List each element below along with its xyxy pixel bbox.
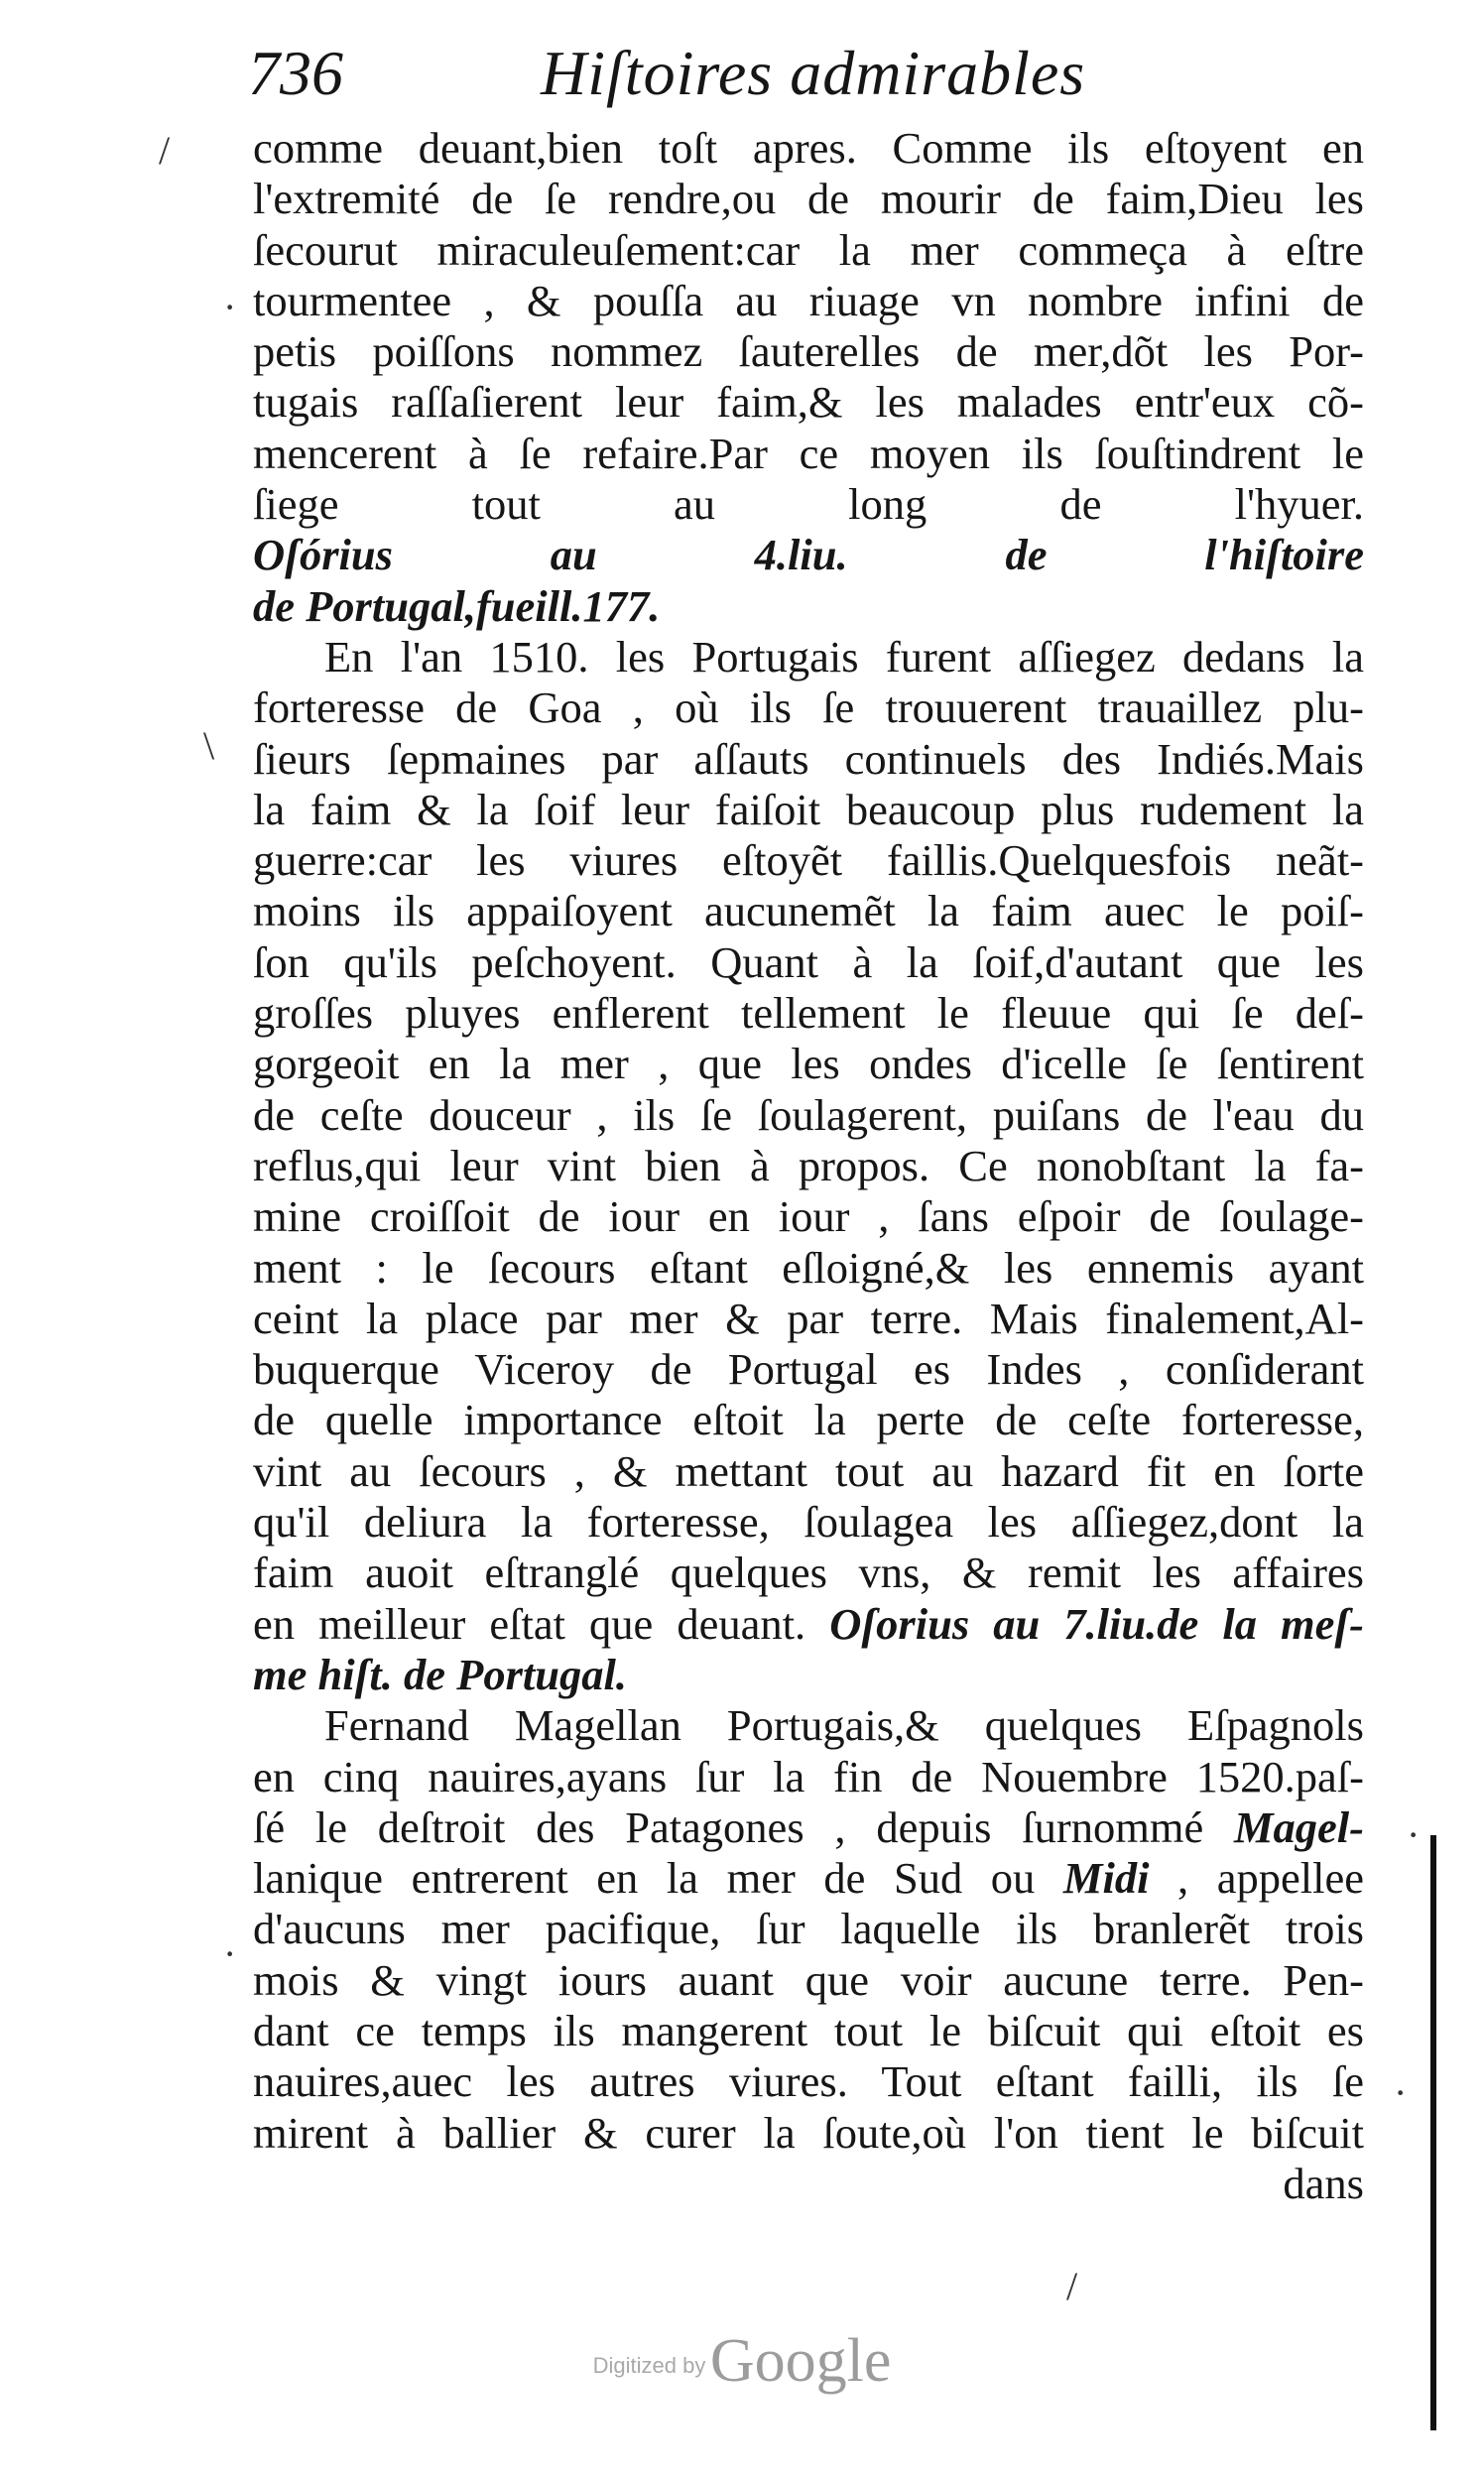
paragraph-start: Fernand Magellan Portugais,& quelques Eſpagnols	[324, 1700, 1364, 1751]
page-number: 736	[248, 38, 343, 108]
running-title: Hiſtoires admirables	[541, 38, 1086, 108]
text-line: tugais raſſaſierent leur faim,& les malades entr'eux cõ-	[253, 377, 1364, 428]
text-line: gorgeoit en la mer , que les ondes d'icelle ſe ſentirent	[253, 1039, 1364, 1089]
text-line: ment : le ſecours eſtant eſloigné,& les ennemis ayant	[253, 1242, 1364, 1293]
text-run: en meilleur eſtat que deuant.	[253, 1598, 806, 1649]
stray-mark: ·	[1407, 1812, 1421, 1857]
stray-mark: \	[203, 723, 215, 768]
text-line: faim auoit eſtranglé quelques vns, & remit les affaires	[253, 1548, 1364, 1598]
text-line: moins ils appaiſoyent aucunemẽt la faim auec le poiſ-	[253, 886, 1364, 936]
page-header	[248, 28, 1379, 119]
text-line: nauires,auec les autres viures. Tout eſtant failli, ils ſe	[253, 2056, 1364, 2107]
proper-noun: Magel-	[1233, 1801, 1364, 1852]
text-line: en cinq nauires,ayans ſur la fin de Nouembre 1520.paſ-	[253, 1751, 1364, 1801]
text-line: forteresse de Goa , où ils ſe trouuerent trauaillez plu-	[253, 682, 1364, 733]
citation: de Portugal,fueill.177.	[253, 580, 661, 631]
text-run: ſé le deſtroit des Patagones , depuis ſurnommé	[253, 1801, 1234, 1852]
text-line: comme deuant,bien toſt apres. Comme ils eſtoyent en	[253, 123, 1364, 173]
text-line: la faim & la ſoif leur faiſoit beaucoup plus rudement la	[253, 784, 1364, 834]
text-line: vint au ſecours , & mettant tout au hazard fit en ſorte	[253, 1445, 1364, 1496]
text-line: dant ce temps ils mangerent tout le biſcuit qui eſtoit es	[253, 2005, 1364, 2055]
text-line: mencerent à ſe refaire.Par ce moyen ils ſouſtindrent le	[253, 428, 1364, 478]
citation: Oſórius au 4.liu. de l'hiſtoire	[253, 530, 1364, 580]
text-line: ceint la place par mer & par terre. Mais finalement,Al-	[253, 1293, 1364, 1343]
paragraph-start: En l'an 1510. les Portugais furent aſſiegez dedans la	[324, 631, 1364, 682]
text-run: , appellee	[1149, 1853, 1364, 1904]
proper-noun: Midi	[1062, 1853, 1150, 1904]
citation: Oſorius au 7.liu.de la meſ-	[829, 1598, 1364, 1649]
text-line: ſecourut miraculeuſement:car la mer commeça à eſtre	[253, 224, 1364, 275]
stray-mark: ·	[223, 1931, 237, 1976]
text-line: ſon qu'ils peſchoyent. Quant à la ſoif,d'autant que les	[253, 936, 1364, 987]
text-line: mois & vingt iours auant que voir aucune terre. Pen-	[253, 1954, 1364, 2005]
text-line: d'aucuns mer pacifique, ſur laquelle ils branlerẽt trois	[253, 1904, 1364, 1954]
stray-mark: ·	[223, 285, 237, 329]
text-line: ſieurs ſepmaines par aſſauts continuels des Indiés.Mais	[253, 733, 1364, 784]
text-line	[253, 1599, 1364, 1650]
digitization-watermark	[0, 2326, 1484, 2416]
text-line: tourmentee , & pouſſa au riuage vn nombre infini de	[253, 275, 1364, 325]
text-line: guerre:car les viures eſtoyẽt faillis.Quelquesfois neãt-	[253, 835, 1364, 886]
stray-mark: ·	[1394, 2070, 1408, 2115]
citation: me hiſt. de Portugal.	[253, 1649, 628, 1699]
text-line: de quelle importance eſtoit la perte de ceſte forteresse,	[253, 1395, 1364, 1445]
text-line: groſſes pluyes enflerent tellement le fleuue qui ſe deſ-	[253, 988, 1364, 1039]
watermark-prefix: Digitized by	[592, 2353, 706, 2378]
text-line	[253, 530, 1364, 580]
catchword: dans	[1283, 2158, 1364, 2208]
text-line: petis poiſſons nommez ſauterelles de mer,dõt les Por-	[253, 326, 1364, 377]
text-line: buquerque Viceroy de Portugal es Indes , conſiderant	[253, 1344, 1364, 1395]
text-line	[253, 1853, 1364, 1904]
text-line: qu'il deliura la forteresse, ſoulagea les aſſiegez,dont la	[253, 1497, 1364, 1548]
body-text	[253, 123, 1364, 2209]
text-line: reflus,qui leur vint bien à propos. Ce nonobſtant la fa-	[253, 1140, 1364, 1190]
stray-mark: /	[1066, 2264, 1078, 2308]
google-logo: Google	[709, 2327, 892, 2395]
text-line: ſiege tout au long de l'hyuer.	[253, 479, 1364, 530]
text-line	[253, 1802, 1364, 1853]
text-line: de ceſte douceur , ils ſe ſoulagerent, puiſans de l'eau du	[253, 1089, 1364, 1140]
text-run: lanique entrerent en la mer de Sud ou	[253, 1853, 1063, 1904]
text-line: l'extremité de ſe rendre,ou de mourir de faim,Dieu les	[253, 174, 1364, 224]
text-line: mirent à ballier & curer la ſoute,où l'on tient le biſcuit	[253, 2107, 1364, 2158]
stray-mark: /	[159, 128, 171, 173]
text-line: mine croiſſoit de iour en iour , ſans eſpoir de ſoulage-	[253, 1191, 1364, 1242]
